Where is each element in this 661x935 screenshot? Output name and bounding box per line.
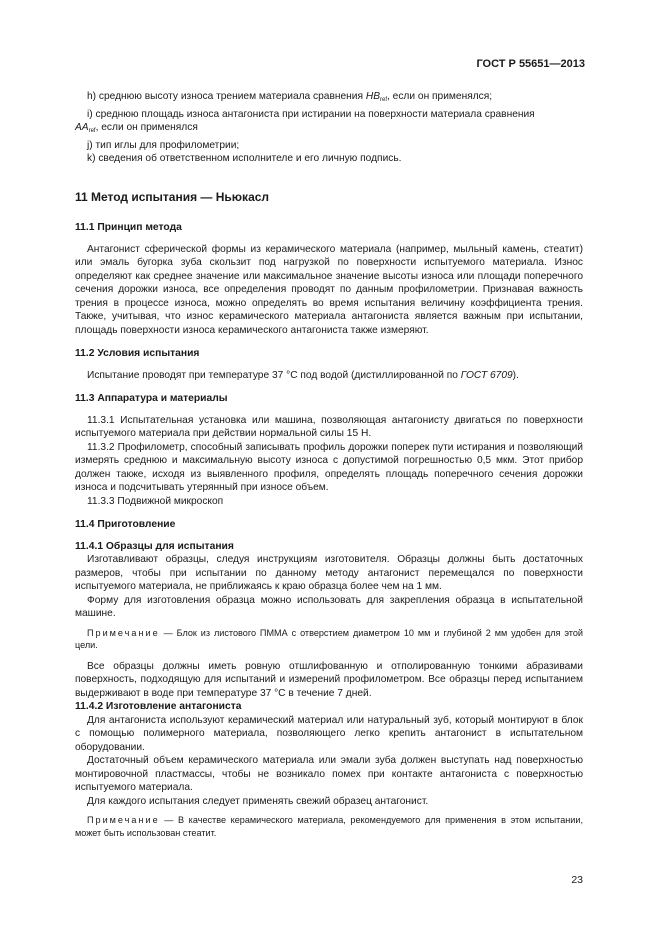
page-content <box>75 90 583 847</box>
list-item-i-cont: $AA_{ref}$, если он применялся <box>75 122 198 134</box>
page-number: 23 <box>571 874 583 886</box>
s11-1-text: Антагонист сферической формы из керамического материала (например, мыльный камень, стеатит) или эмаль бугорка зуба скользит под нагрузкой по поверхности испытуемого материала. Износ определяют как среднее значение или максимальное значение высоты износа или площади поперечного сечения дорожки износа, все определения проводят по данным профилометрии. Признавая важность трения в процессе износа, можно определять во время испытания величину коэффициента трения. Также, учитывая, что износ керамического материала антагониста является важным при испытании, площадь поверхности износа керамического антагониста также измеряют. <box>75 243 583 336</box>
s11-4-2-p2: Достаточный объем керамического материала или эмали зуба должен выступать над поверхностью монтировочной пластмассы, чтобы не возникало помех при контакте антагониста с поверхностью испытуемого материала. <box>75 755 583 793</box>
list-item-j: j) тип иглы для профилометрии; <box>87 139 240 151</box>
note-1: Примечание — Блок из листового ПММА с отверстием диаметром 10 мм и глубиной 2 мм удобен для этой цели. <box>75 627 583 650</box>
s11-4-1-p3: Все образцы должны иметь ровную отшлифованную и отполированную тонкими абразивами поверхность, подходящую для испытаний и измерений профилометром. Все образцы перед испытанием выдерживают в воде при температуре 37 °С в течение 7 дней. <box>75 660 583 699</box>
subsection-11-2-title: 11.2 Условия испытания <box>75 348 200 359</box>
subsection-11-4-title: 11.4 Приготовление <box>75 519 176 530</box>
subsection-11-4-2-title: 11.4.2 Изготовление антагониста <box>75 701 242 712</box>
subsection-11-3-title: 11.3 Аппаратура и материалы <box>75 393 228 404</box>
s11-3-2-text: 11.3.2 Профилометр, способный записывать профиль дорожки поперек пути истирания и позволяющий измерять среднюю и максимальную высоту износа с допустимой погрешностью 0,5 мкм. Этот прибор должен также, исходя из выявленного профиля, определять площадь поперечного сечения дорожки износа и подсчитывать утерянный при износе объем. <box>75 441 583 493</box>
s11-3-3-text: 11.3.3 Подвижной микроскоп <box>87 495 224 507</box>
list-item-k: k) сведения об ответственном исполнителе и его личную подпись. <box>87 153 402 164</box>
s11-4-2-p1: Для антагониста используют керамический материал или натуральный зуб, который монтируют в блок с помощью полимерного материала, позволяющего легко крепить антагонист в испытательном оборудовании. <box>75 714 583 753</box>
s11-3-1-text: 11.3.1 Испытательная установка или машина, позволяющая антагонисту двигаться по поверхности испытуемого материала при действии нормальной силы 15 Н. <box>75 414 583 439</box>
s11-4-1-p1: Изготавливают образцы, следуя инструкциям изготовителя. Образцы должны быть достаточных размеров, чтобы при испытании по данному методу антагонист перемещался по поверхности испытуемого материала, не приближаясь к краю образца более чем на 1 мм. <box>75 554 583 592</box>
section-title: 11 Метод испытания — Ньюкасл <box>75 189 270 204</box>
subsection-11-1-title: 11.1 Принцип метода <box>75 222 182 233</box>
s11-2-text: Испытание проводят при температуре 37 °С под водой (дистиллированной по ГОСТ 6709). <box>87 369 519 381</box>
list-item-h: h) среднюю высоту износа трением материала сравнения $HB_{ref}$, если он применялся; <box>87 91 493 103</box>
subsection-11-4-1-title: 11.4.1 Образцы для испытания <box>75 540 234 552</box>
note-2: Примечание — В качестве керамического материала, рекомендуемого для применения в этом испытании, может быть использован стеатит. <box>75 815 583 838</box>
s11-4-2-p3: Для каждого испытания следует применять свежий образец антагонист. <box>87 795 429 807</box>
standard-number: ГОСТ Р 55651—2013 <box>476 58 585 70</box>
list-item-i: i) среднюю площадь износа антагониста при истирании на поверхности материала сравнения <box>87 108 535 120</box>
s11-4-1-p2: Форму для изготовления образца можно использовать для закрепления образца в испытательной машине. <box>75 594 583 619</box>
